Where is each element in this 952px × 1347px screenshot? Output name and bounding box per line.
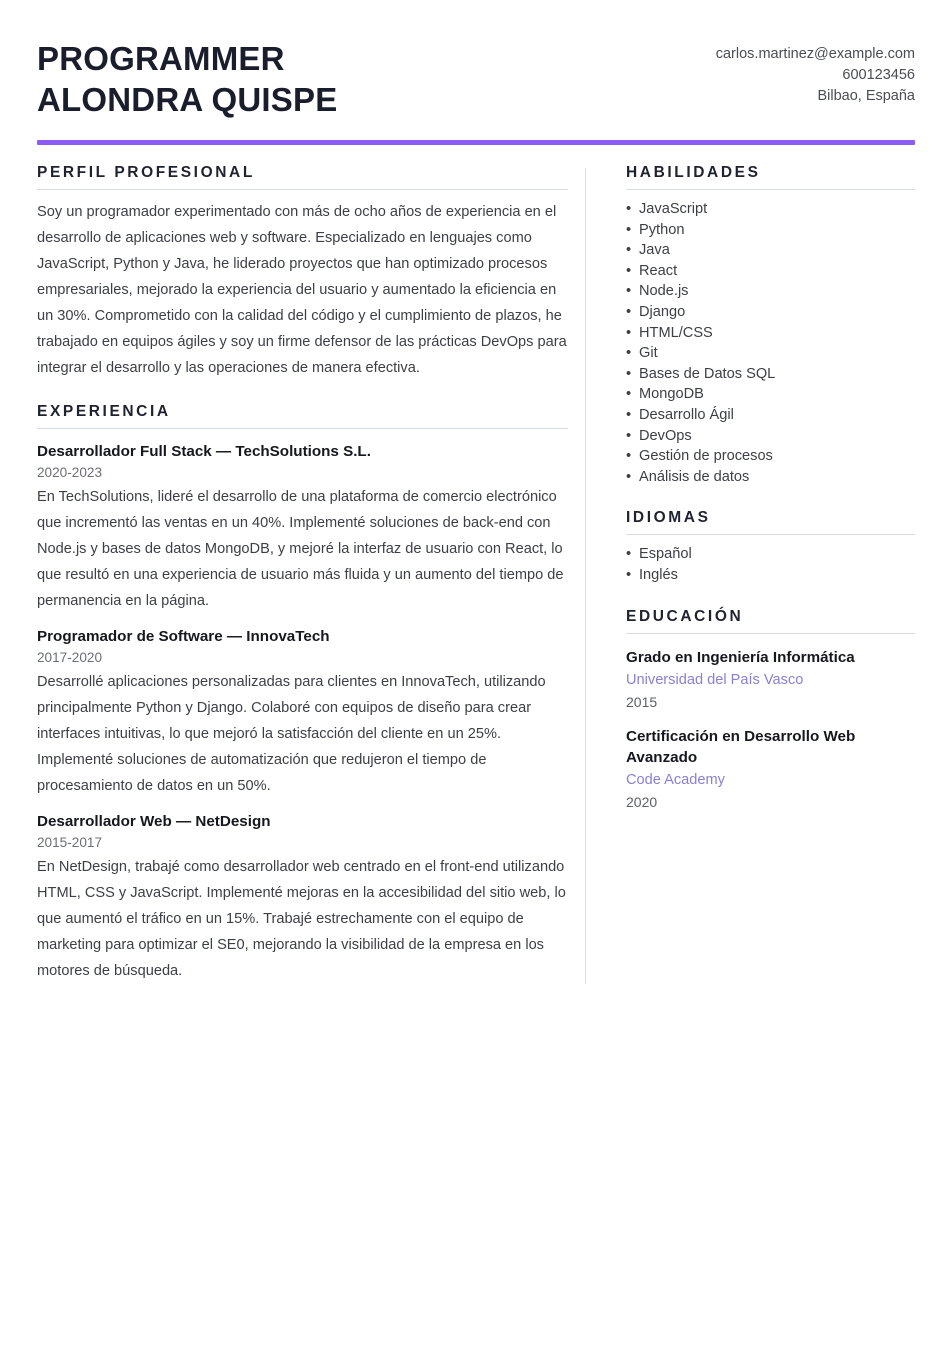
education-item xyxy=(626,726,915,813)
experience-description: Desarrollé aplicaciones personalizadas para clientes en InnovaTech, utilizando principalmente Python y Django. Colaboré con equipos de diseño para crear interfaces intuitivas, lo que mejoró la satisfacción del cliente en un 25%. Implementé soluciones de automatización que redujeron el tiempo de procesamiento de datos en un 50%. xyxy=(37,674,546,794)
section-education xyxy=(626,608,915,813)
list-item: • React xyxy=(626,261,915,282)
education-item xyxy=(626,647,915,713)
contact-block xyxy=(716,38,915,107)
section-rule-skills xyxy=(626,189,915,190)
section-rule-education xyxy=(626,633,915,634)
main-column xyxy=(37,164,568,984)
contact-email[interactable]: carlos.martinez@example.com xyxy=(715,46,915,62)
contact-location: Bilbao, España xyxy=(817,88,915,104)
education-school: Universidad del País Vasco xyxy=(626,671,804,688)
list-item: • Bases de Datos SQL xyxy=(626,364,915,385)
section-rule-languages xyxy=(626,534,915,535)
list-item: • HTML/CSS xyxy=(626,323,915,344)
list-item: • JavaScript xyxy=(626,199,915,220)
list-item: • Django xyxy=(626,302,915,323)
section-skills xyxy=(626,164,915,487)
experience-title: Desarrollador Full Stack — TechSolutions S.L. xyxy=(37,443,371,460)
list-item: • Gestión de procesos xyxy=(626,446,915,467)
candidate-name-block xyxy=(37,38,337,120)
sidebar-column xyxy=(626,164,915,813)
list-item: • Español xyxy=(626,544,915,565)
list-item: • Análisis de datos xyxy=(626,467,915,488)
education-school: Code Academy xyxy=(626,771,725,788)
list-item: • Java xyxy=(626,240,915,261)
candidate-name-line: ALONDRA QUISPE xyxy=(37,81,338,118)
list-item: • Python xyxy=(626,220,915,241)
section-title-profile: PERFIL PROFESIONAL xyxy=(37,164,255,181)
list-item: • Git xyxy=(626,343,915,364)
section-profile xyxy=(37,164,568,381)
experience-item xyxy=(37,441,568,614)
profile-text: Soy un programador experimentado con más de ocho años de experiencia en el desarrollo de aplicaciones web y software. Especializado en lenguajes como JavaScript, Python y Java, he liderado proyectos que han optimizado procesos empresariales, mejorado la experiencia del usuario y aumentado la eficiencia en un 30%. Comprometido con la calidad del código y el cumplimiento de plazos, he trabajado en equipos ágiles y soy un firme defensor de las prácticas DevOps para integrar el desarrollo y las operaciones de manera efectiva. xyxy=(37,204,567,376)
section-title-education: EDUCACIÓN xyxy=(626,607,744,625)
section-rule-experience xyxy=(37,428,568,429)
experience-dates: 2015-2017 xyxy=(37,835,103,850)
section-rule-profile xyxy=(37,189,568,190)
header-accent-rule xyxy=(37,140,915,145)
experience-title: Programador de Software — InnovaTech xyxy=(37,628,330,645)
experience-item xyxy=(37,811,568,984)
resume-columns xyxy=(37,164,915,984)
column-divider xyxy=(585,168,586,984)
experience-title: Desarrollador Web — NetDesign xyxy=(37,813,271,830)
section-title-experience: EXPERIENCIA xyxy=(37,403,171,420)
resume-header xyxy=(37,36,915,120)
skills-list xyxy=(626,199,915,487)
section-title-languages: IDIOMAS xyxy=(626,509,711,527)
experience-dates: 2020-2023 xyxy=(37,465,103,480)
education-year: 2015 xyxy=(626,693,658,710)
list-item: • Node.js xyxy=(626,281,915,302)
experience-description: En NetDesign, trabajé como desarrollador web centrado en el front-end utilizando HTML, CSS y JavaScript. Implementé mejoras en la accesibilidad del sitio web, lo que aumentó el tráfico en un 15%. Trabajé estrechamente con el equipo de marketing para optimizar el SE0, mejorando la visibilidad de la empresa en los motores de búsqueda. xyxy=(37,859,566,979)
experience-item xyxy=(37,626,568,799)
education-year: 2020 xyxy=(626,793,658,810)
section-languages xyxy=(626,509,915,585)
list-item: • Inglés xyxy=(626,565,915,586)
list-item: • DevOps xyxy=(626,426,915,447)
experience-description: En TechSolutions, lideré el desarrollo de una plataforma de comercio electrónico que incrementó las ventas en un 40%. Implementé soluciones de back-end con Node.js y bases de datos MongoDB, y mejoré la interfaz de usuario con React, lo que resultó en una experiencia de usuario más fluida y un aumento del tiempo de permanencia en la página. xyxy=(37,489,564,609)
candidate-role-line: PROGRAMMER xyxy=(37,40,285,77)
education-degree: Certificación en Desarrollo Web Avanzado xyxy=(626,727,856,766)
section-title-skills: HABILIDADES xyxy=(626,164,761,181)
list-item: • Desarrollo Ágil xyxy=(626,405,915,426)
experience-dates: 2017-2020 xyxy=(37,650,103,665)
education-degree: Grado en Ingeniería Informática xyxy=(626,648,855,666)
list-item: • MongoDB xyxy=(626,384,915,405)
section-experience xyxy=(37,403,568,984)
languages-list xyxy=(626,544,915,585)
contact-phone[interactable]: 600123456 xyxy=(842,67,915,83)
